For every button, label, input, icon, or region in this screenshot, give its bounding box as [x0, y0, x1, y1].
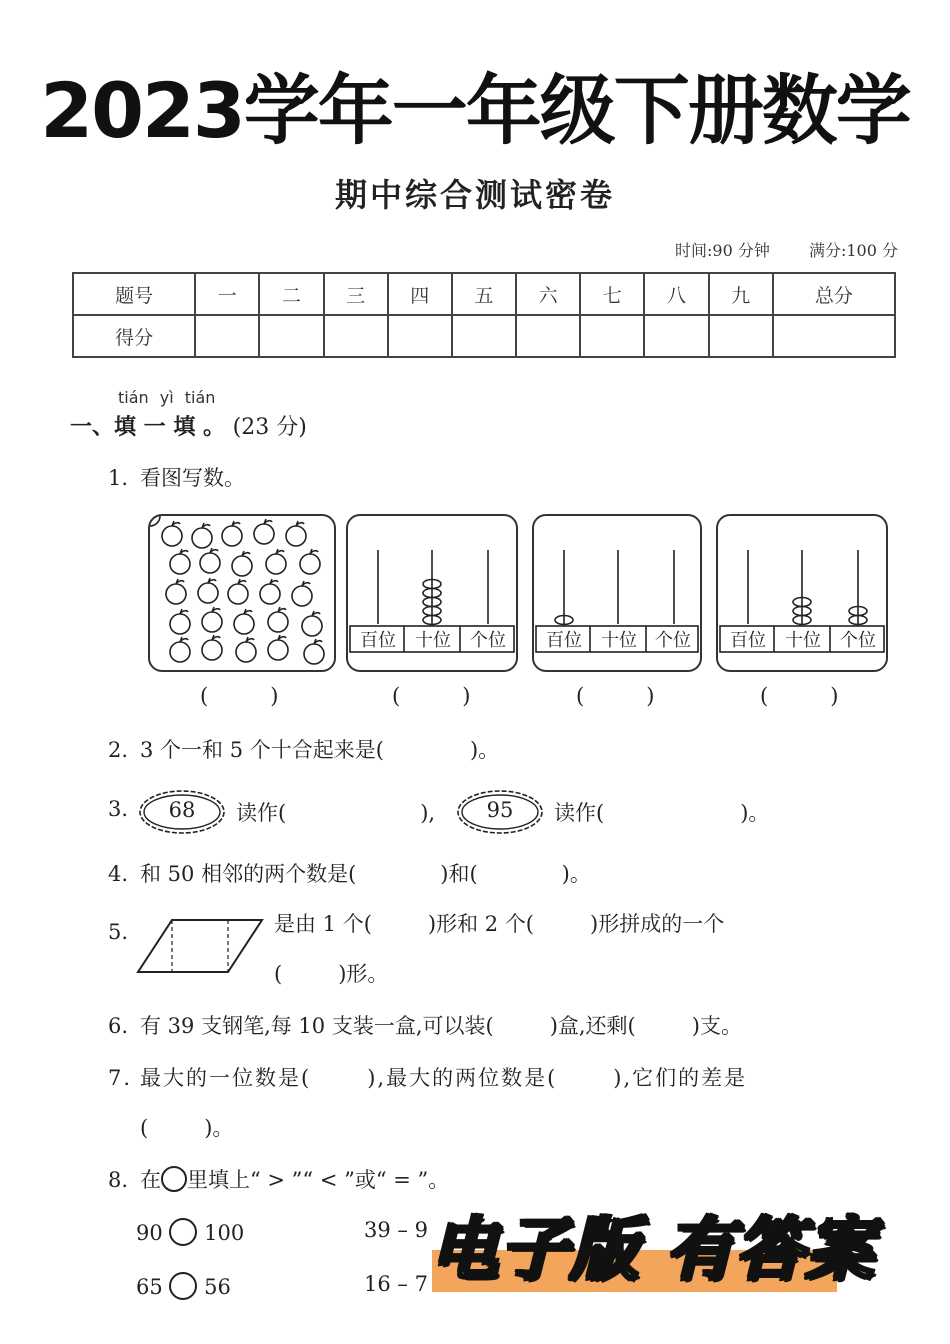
question-text: (	[140, 1116, 149, 1140]
full-score: 满分:100 分	[808, 241, 898, 260]
table-header-cell: 七	[580, 273, 644, 315]
question-text: 读作(	[554, 801, 605, 825]
score-cell[interactable]	[324, 315, 388, 357]
compare-circle[interactable]	[169, 1272, 197, 1300]
question-text: )形和 2 个(	[427, 912, 535, 936]
compare-right: 56	[204, 1275, 231, 1299]
page-subtitle: 期中综合测试密卷	[334, 176, 615, 214]
question-text: ),	[420, 801, 436, 825]
question-number: 3.	[108, 797, 129, 821]
question-text: )。	[204, 1116, 234, 1140]
question-text: (	[274, 962, 283, 986]
question-text: 读作(	[236, 801, 287, 825]
question-7-text	[140, 1112, 233, 1142]
table-row-label: 得分	[73, 315, 195, 357]
score-cell[interactable]	[709, 315, 773, 357]
table-row	[73, 315, 895, 357]
promo-stamp: 电子版 有答案	[430, 1211, 876, 1290]
section-title	[70, 410, 307, 441]
compare-row	[136, 1272, 231, 1300]
compare-expression: 39 – 9	[364, 1218, 428, 1242]
parallelogram-icon	[136, 916, 266, 976]
abacus-label-tens: 十位	[601, 630, 637, 651]
score-cell[interactable]	[580, 315, 644, 357]
question-number: 1.	[108, 466, 129, 490]
score-cell[interactable]	[195, 315, 259, 357]
question-text: 最大的一位数是(	[140, 1066, 312, 1090]
question-text: )。	[740, 801, 770, 825]
table-header-cell: 八	[644, 273, 708, 315]
table-header-cell: 九	[709, 273, 773, 315]
compare-left: 65	[136, 1275, 163, 1299]
circle-icon	[161, 1166, 187, 1192]
question-2	[108, 734, 499, 764]
compare-circle[interactable]	[169, 1218, 197, 1246]
question-4	[108, 858, 591, 888]
question-text: )支。	[691, 1014, 742, 1038]
table-header-cell: 二	[259, 273, 323, 315]
abacus-label-ones: 个位	[655, 630, 691, 651]
question-6	[108, 1010, 742, 1040]
number-badge	[454, 786, 546, 838]
question-8	[108, 1164, 449, 1194]
compare-expression: 16 – 7	[364, 1272, 428, 1296]
apples-icon	[150, 516, 334, 670]
score-cell[interactable]	[644, 315, 708, 357]
page-title: 2023学年一年级下册数学	[40, 66, 910, 155]
abacus-label-tens: 十位	[785, 630, 821, 651]
section-heading: 一、填 一 填 。	[70, 414, 225, 440]
table-header-cell: 题号	[73, 273, 195, 315]
question-text: )形。	[338, 962, 389, 986]
question-text: 是由 1 个(	[274, 912, 372, 936]
table-header-cell: 三	[324, 273, 388, 315]
question-3-text	[554, 797, 769, 827]
question-text: )和(	[440, 862, 478, 886]
question-text: 有 39 支钢笔,每 10 支装一盒,可以装(	[140, 1014, 494, 1038]
score-table	[72, 272, 896, 358]
apple-picture	[148, 514, 336, 672]
score-cell[interactable]	[452, 315, 516, 357]
question-number: 4.	[108, 862, 129, 886]
question-text: 看图写数。	[140, 466, 245, 490]
exam-meta	[641, 238, 898, 261]
section-points: (23 分)	[232, 415, 307, 440]
answer-blank[interactable]: ( )	[576, 684, 655, 708]
question-text: 3 个一和 5 个十合起来是(	[140, 738, 384, 762]
compare-right: 100	[204, 1221, 245, 1245]
question-1	[108, 462, 245, 492]
number-value: 95	[486, 798, 514, 822]
table-header-cell: 六	[516, 273, 580, 315]
question-number: 8.	[108, 1168, 129, 1192]
question-text: )形拼成的一个	[590, 912, 725, 936]
question-text: )盒,还剩(	[549, 1014, 636, 1038]
number-value: 68	[168, 798, 196, 822]
question-5-text	[274, 908, 724, 938]
question-number: 5.	[108, 920, 129, 944]
abacus-label-ones: 个位	[840, 630, 876, 651]
question-3-text	[236, 797, 435, 827]
question-text: 里填上“ > ”“ < ”或“ = ”。	[187, 1168, 450, 1192]
compare-left: 90	[136, 1221, 163, 1245]
question-number: 2.	[108, 738, 129, 762]
answer-blank[interactable]: ( )	[760, 684, 839, 708]
abacus-label-hundreds: 百位	[546, 630, 582, 651]
abacus-label-tens: 十位	[415, 630, 451, 651]
question-text: ),最大的两位数是(	[367, 1066, 558, 1090]
abacus-picture	[346, 514, 518, 672]
question-7	[108, 1062, 747, 1092]
question-3	[108, 797, 128, 821]
abacus-picture	[716, 514, 888, 672]
question-5	[108, 920, 128, 944]
abacus-label-ones: 个位	[470, 630, 506, 651]
question-text: 和 50 相邻的两个数是(	[140, 862, 357, 886]
table-header-cell: 四	[388, 273, 452, 315]
question-text: 在	[140, 1168, 161, 1192]
question-number: 7.	[108, 1066, 133, 1090]
answer-blank[interactable]: ( )	[392, 684, 471, 708]
abacus-picture	[532, 514, 702, 672]
score-cell[interactable]	[516, 315, 580, 357]
question-text: ),它们的差是	[613, 1066, 748, 1090]
compare-row	[136, 1218, 244, 1246]
question-5-text	[274, 958, 388, 988]
abacus-label-hundreds: 百位	[730, 630, 766, 651]
question-number: 6.	[108, 1014, 129, 1038]
table-header-cell: 五	[452, 273, 516, 315]
number-badge	[136, 786, 228, 838]
abacus-label-hundreds: 百位	[360, 630, 396, 651]
answer-blank[interactable]: ( )	[200, 684, 279, 708]
section-pinyin: tián yì tián	[118, 388, 216, 407]
table-row	[73, 273, 895, 315]
table-header-cell: 一	[195, 273, 259, 315]
question-text: )。	[469, 738, 500, 762]
score-cell[interactable]	[388, 315, 452, 357]
score-cell[interactable]	[773, 315, 895, 357]
table-header-cell: 总分	[773, 273, 895, 315]
question-text: )。	[561, 862, 591, 886]
time-limit: 时间:90 分钟	[675, 241, 770, 260]
score-cell[interactable]	[259, 315, 323, 357]
